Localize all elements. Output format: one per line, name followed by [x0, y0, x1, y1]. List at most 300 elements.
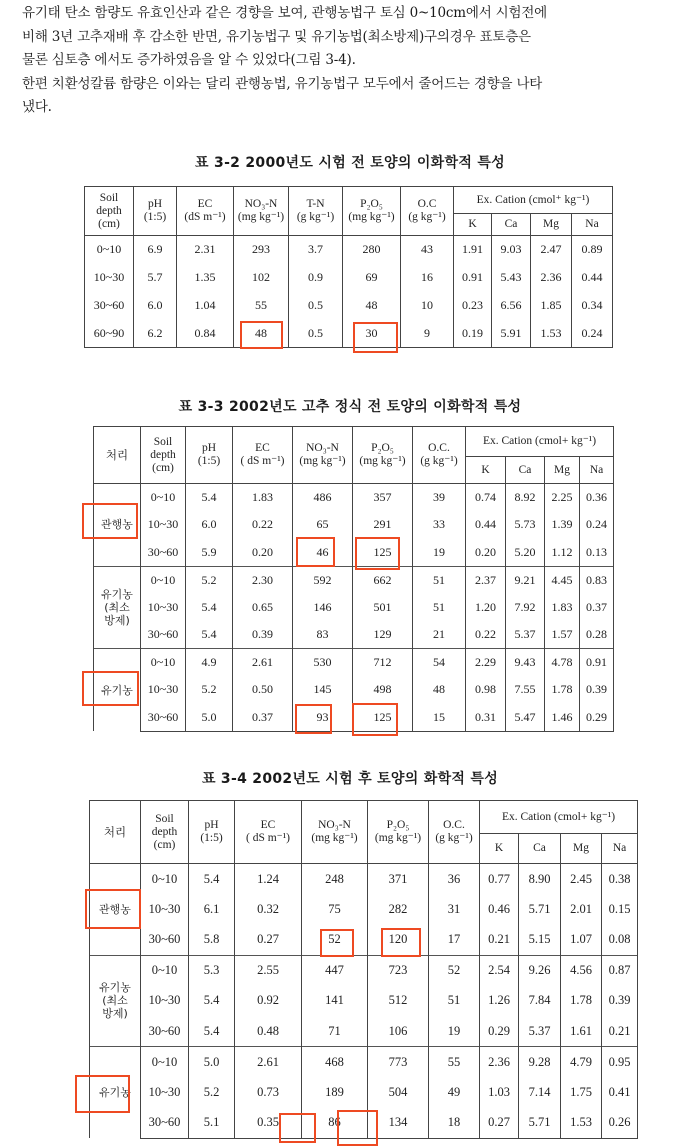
header-line: T-N: [306, 198, 325, 210]
cell-k: 1.91: [454, 236, 492, 264]
cell-ca: 5.43: [492, 264, 531, 292]
cell-oc: 33: [413, 511, 466, 539]
cell-k: 0.98: [466, 676, 506, 704]
table3-body: [90, 864, 638, 1139]
cell-ca: 9.26: [519, 955, 561, 986]
cell-mg: 4.45: [545, 566, 580, 594]
cell-no3n: 71: [302, 1016, 368, 1047]
cell-p2o5: 723: [368, 955, 429, 986]
cell-oc: 9: [401, 320, 454, 348]
cell-no3n: 189: [302, 1077, 368, 1108]
table-row: [90, 986, 638, 1017]
table-row: [94, 676, 614, 704]
table-row: [94, 484, 614, 512]
cell-no3n: 468: [302, 1047, 368, 1078]
cell-k: 0.44: [466, 511, 506, 539]
cell-ph: 5.2: [186, 676, 233, 704]
table1-body: [85, 236, 613, 348]
cell-no3n: 46: [293, 539, 353, 567]
cell-ca: 7.84: [519, 986, 561, 1017]
cell-ph: 5.2: [186, 566, 233, 594]
cell-mg: 1.83: [545, 594, 580, 622]
cell-p2o5: 712: [353, 649, 413, 677]
cell-na: 0.44: [572, 264, 613, 292]
cell-ph: 5.4: [189, 986, 235, 1017]
header-oc: [413, 427, 466, 484]
cell-ec: 0.48: [235, 1016, 302, 1047]
paragraph-line: 물론 심토층 에서도 증가하였음을 알 수 있었다(그림 3-4).: [22, 52, 356, 68]
highlight-box: [337, 1110, 378, 1146]
cell-ca: 5.71: [519, 1108, 561, 1139]
table-row: [94, 594, 614, 622]
cell-depth: 10~30: [141, 894, 189, 925]
header-line: ( dS m⁻¹): [240, 455, 285, 467]
cell-ca: 7.14: [519, 1077, 561, 1108]
cell-k: 0.91: [454, 264, 492, 292]
cell-k: 0.22: [466, 621, 506, 649]
cell-oc: 31: [429, 894, 480, 925]
header-ec: [233, 427, 293, 484]
header-soil-depth: [85, 187, 134, 236]
header-ex-cation: Ex. Cation (cmol+ kg⁻¹): [466, 427, 614, 457]
cell-ph: 4.9: [186, 649, 233, 677]
header-line: (g kg⁻¹): [435, 832, 473, 844]
header-no3n: [293, 427, 353, 484]
cell-ph: 5.3: [189, 955, 235, 986]
header-line: NO₃-N: [244, 198, 278, 210]
cell-k: 2.54: [480, 955, 519, 986]
cell-na: 0.37: [580, 594, 614, 622]
header-ex-cation: Ex. Cation (cmol+ kg⁻¹): [480, 801, 638, 834]
paragraph-line: 냈다.: [22, 99, 52, 115]
cell-ec: 0.20: [233, 539, 293, 567]
cell-ca: 5.37: [519, 1016, 561, 1047]
cell-no3n: 146: [293, 594, 353, 622]
cell-oc: 49: [429, 1077, 480, 1108]
highlight-box: [355, 537, 400, 570]
cell-k: 2.37: [466, 566, 506, 594]
header-line: O.C.: [443, 819, 465, 831]
header-line: NO₃-N: [318, 819, 351, 831]
cell-na: 0.26: [602, 1108, 638, 1139]
cell-k: 0.31: [466, 704, 506, 732]
header-k: K: [480, 834, 519, 864]
header-line: depth: [150, 448, 176, 461]
table-row: [90, 1016, 638, 1047]
cell-ca: 9.28: [519, 1047, 561, 1078]
cell-k: 2.36: [480, 1047, 519, 1078]
cell-k: 0.19: [454, 320, 492, 348]
cell-ec: 0.65: [233, 594, 293, 622]
header-ph: [134, 187, 177, 236]
table-row: [90, 955, 638, 986]
highlight-box: [75, 1075, 130, 1113]
cell-ph: 6.0: [186, 511, 233, 539]
header-p2o5: [353, 427, 413, 484]
cell-depth: 30~60: [141, 1016, 189, 1047]
cell-mg: 2.25: [545, 484, 580, 512]
header-p2o5: [343, 187, 401, 236]
cell-ca: 5.71: [519, 894, 561, 925]
header-treatment: 처리: [90, 801, 141, 864]
cell-ph: 5.0: [186, 704, 233, 732]
cell-mg: 1.39: [545, 511, 580, 539]
cell-na: 0.34: [572, 292, 613, 320]
treatment-line: 관행농: [101, 518, 133, 532]
cell-na: 0.95: [602, 1047, 638, 1078]
cell-oc: 18: [429, 1108, 480, 1139]
cell-depth: 30~60: [141, 704, 186, 732]
cell-ca: 9.03: [492, 236, 531, 264]
cell-k: 0.46: [480, 894, 519, 925]
cell-oc: 51: [413, 594, 466, 622]
cell-depth: 30~60: [85, 292, 134, 320]
cell-ca: 7.55: [506, 676, 545, 704]
highlight-box: [296, 537, 335, 567]
header-line: pH: [147, 198, 163, 210]
header-treatment: 처리: [94, 427, 141, 484]
cell-p2o5: 125: [353, 539, 413, 567]
cell-ph: 5.4: [186, 621, 233, 649]
cell-no3n: 447: [302, 955, 368, 986]
table3: [89, 800, 638, 1139]
table-row: [90, 894, 638, 925]
highlight-box: [295, 704, 332, 734]
cell-tn: 0.9: [289, 264, 343, 292]
header-line: P₂O₅: [386, 819, 410, 831]
cell-na: 0.87: [602, 955, 638, 986]
header-line: (cm): [152, 461, 174, 474]
header-line: EC: [197, 198, 213, 210]
header-line: Soil: [153, 435, 173, 448]
treatment-line: 유기농: [99, 981, 131, 995]
treatment-line: 유기농: [101, 587, 133, 601]
highlight-box: [279, 1113, 316, 1143]
cell-oc: 36: [429, 864, 480, 895]
header-ec: [177, 187, 234, 236]
cell-no3n: 48: [234, 320, 289, 348]
header-line: (mg kg⁻¹): [299, 455, 346, 467]
header-mg: Mg: [545, 457, 580, 484]
highlight-box: [353, 322, 398, 353]
header-line: O.C.: [428, 442, 450, 454]
cell-mg: 4.78: [545, 649, 580, 677]
cell-no3n: 93: [293, 704, 353, 732]
highlight-box: [240, 321, 283, 349]
cell-na: 0.28: [580, 621, 614, 649]
header-line: (mg kg⁻¹): [311, 832, 358, 844]
header-line: P₂O₅: [371, 442, 394, 454]
table-row: [94, 511, 614, 539]
header-na: Na: [572, 214, 613, 236]
cell-depth: 0~10: [141, 955, 189, 986]
cell-p2o5: 512: [368, 986, 429, 1017]
cell-ca: 5.15: [519, 925, 561, 956]
cell-mg: 4.56: [561, 955, 602, 986]
cell-na: 0.38: [602, 864, 638, 895]
cell-k: 1.26: [480, 986, 519, 1017]
cell-ph: 6.1: [189, 894, 235, 925]
header-line: O.C: [417, 198, 437, 210]
cell-no3n: 55: [234, 292, 289, 320]
cell-oc: 16: [401, 264, 454, 292]
treatment-line: 방제): [102, 1007, 128, 1021]
cell-p2o5: 129: [353, 621, 413, 649]
cell-k: 0.77: [480, 864, 519, 895]
cell-na: 0.89: [572, 236, 613, 264]
cell-k: 0.23: [454, 292, 492, 320]
table-row: [90, 1047, 638, 1078]
highlight-box: [82, 671, 139, 706]
cell-oc: 39: [413, 484, 466, 512]
cell-depth: 10~30: [141, 594, 186, 622]
cell-mg: 1.78: [561, 986, 602, 1017]
header-line: (mg kg⁻¹): [374, 832, 422, 844]
cell-ca: 5.37: [506, 621, 545, 649]
cell-oc: 51: [413, 566, 466, 594]
cell-depth: 30~60: [141, 925, 189, 956]
cell-ca: 9.43: [506, 649, 545, 677]
header-soil-depth: [141, 801, 189, 864]
cell-depth: 0~10: [141, 484, 186, 512]
cell-ca: 8.92: [506, 484, 545, 512]
cell-tn: 0.5: [289, 292, 343, 320]
cell-na: 0.24: [580, 511, 614, 539]
cell-no3n: 75: [302, 894, 368, 925]
cell-na: 0.15: [602, 894, 638, 925]
table-row: [85, 236, 613, 264]
cell-mg: 2.01: [561, 894, 602, 925]
table1: [84, 186, 613, 348]
table-row: [94, 539, 614, 567]
cell-k: 0.21: [480, 925, 519, 956]
header-p2o5: [368, 801, 429, 864]
cell-ec: 1.24: [235, 864, 302, 895]
cell-mg: 1.53: [531, 320, 572, 348]
cell-na: 0.36: [580, 484, 614, 512]
cell-p2o5: 773: [368, 1047, 429, 1078]
header-ec: [235, 801, 302, 864]
cell-ec: 0.35: [235, 1108, 302, 1139]
cell-no3n: 145: [293, 676, 353, 704]
cell-ec: 1.83: [233, 484, 293, 512]
cell-no3n: 141: [302, 986, 368, 1017]
cell-ec: 0.73: [235, 1077, 302, 1108]
cell-p2o5: 30: [343, 320, 401, 348]
cell-k: 0.29: [480, 1016, 519, 1047]
cell-na: 0.29: [580, 704, 614, 732]
cell-mg: 1.53: [561, 1108, 602, 1139]
cell-oc: 19: [429, 1016, 480, 1047]
cell-no3n: 65: [293, 511, 353, 539]
cell-ph: 5.4: [189, 864, 235, 895]
cell-oc: 43: [401, 236, 454, 264]
paragraph-line: 한편 치환성칼륨 함량은 이와는 달리 관행농법, 유기농법구 모두에서 줄어드는 경향을 나타: [22, 75, 543, 92]
header-ex-cation: Ex. Cation (cmol⁺ kg⁻¹): [454, 187, 613, 214]
cell-ph: 5.2: [189, 1077, 235, 1108]
cell-mg: 1.07: [561, 925, 602, 956]
cell-depth: 0~10: [141, 864, 189, 895]
cell-depth: 10~30: [141, 511, 186, 539]
cell-p2o5: 282: [368, 894, 429, 925]
cell-mg: 1.57: [545, 621, 580, 649]
cell-ca: 5.20: [506, 539, 545, 567]
cell-ec: 0.32: [235, 894, 302, 925]
cell-p2o5: 120: [368, 925, 429, 956]
cell-oc: 19: [413, 539, 466, 567]
cell-ec: 2.30: [233, 566, 293, 594]
header-line: Soil: [99, 191, 119, 204]
cell-ec: 2.61: [235, 1047, 302, 1078]
cell-mg: 2.36: [531, 264, 572, 292]
cell-ec: 0.37: [233, 704, 293, 732]
header-line: (g kg⁻¹): [408, 211, 446, 223]
header-line: ( dS m⁻¹): [245, 832, 291, 844]
header-ca: Ca: [506, 457, 545, 484]
cell-ph: 5.1: [189, 1108, 235, 1139]
cell-ph: 5.4: [186, 484, 233, 512]
header-no3n: [234, 187, 289, 236]
treatment-line: (최소: [102, 994, 128, 1008]
cell-no3n: 52: [302, 925, 368, 956]
cell-ph: 5.7: [134, 264, 177, 292]
treatment-line: (최소: [104, 600, 130, 614]
cell-p2o5: 291: [353, 511, 413, 539]
header-mg: Mg: [561, 834, 602, 864]
cell-mg: 2.45: [561, 864, 602, 895]
cell-na: 0.39: [580, 676, 614, 704]
highlight-box: [352, 703, 398, 736]
cell-p2o5: 371: [368, 864, 429, 895]
cell-oc: 17: [429, 925, 480, 956]
cell-depth: 30~60: [141, 1108, 189, 1139]
header-mg: Mg: [531, 214, 572, 236]
cell-oc: 21: [413, 621, 466, 649]
cell-ca: 6.56: [492, 292, 531, 320]
header-na: Na: [580, 457, 614, 484]
cell-ec: 2.31: [177, 236, 234, 264]
cell-p2o5: 69: [343, 264, 401, 292]
header-line: P₂O₅: [360, 198, 383, 210]
cell-mg: 1.12: [545, 539, 580, 567]
header-ca: Ca: [519, 834, 561, 864]
cell-mg: 1.78: [545, 676, 580, 704]
cell-p2o5: 357: [353, 484, 413, 512]
treatment-line: 관행농: [99, 902, 131, 916]
cell-ph: 5.9: [186, 539, 233, 567]
cell-depth: 0~10: [141, 649, 186, 677]
cell-ph: 5.4: [186, 594, 233, 622]
cell-mg: 1.75: [561, 1077, 602, 1108]
cell-depth: 10~30: [85, 264, 134, 292]
cell-k: 0.20: [466, 539, 506, 567]
cell-p2o5: 662: [353, 566, 413, 594]
cell-mg: 1.85: [531, 292, 572, 320]
cell-ec: 2.55: [235, 955, 302, 986]
cell-na: 0.91: [580, 649, 614, 677]
table3-caption: 표 3-4 2002년도 시험 후 토양의 화학적 특성: [201, 771, 499, 787]
cell-p2o5: 134: [368, 1108, 429, 1139]
cell-ph: 6.9: [134, 236, 177, 264]
table-row: [94, 621, 614, 649]
cell-k: 1.03: [480, 1077, 519, 1108]
cell-p2o5: 504: [368, 1077, 429, 1108]
cell-no3n: 86: [302, 1108, 368, 1139]
cell-na: 0.24: [572, 320, 613, 348]
cell-oc: 10: [401, 292, 454, 320]
header-line: (dS m⁻¹): [184, 211, 226, 223]
cell-no3n: 102: [234, 264, 289, 292]
cell-k: 0.27: [480, 1108, 519, 1139]
cell-ca: 5.47: [506, 704, 545, 732]
cell-ph: 5.0: [189, 1047, 235, 1078]
cell-mg: 4.79: [561, 1047, 602, 1078]
header-no3n: [302, 801, 368, 864]
header-oc: [429, 801, 480, 864]
cell-depth: 60~90: [85, 320, 134, 348]
cell-oc: 15: [413, 704, 466, 732]
header-line: (1:5): [197, 455, 221, 467]
cell-tn: 0.5: [289, 320, 343, 348]
header-line: (mg kg⁻¹): [237, 211, 285, 223]
cell-ca: 8.90: [519, 864, 561, 895]
cell-ec: 0.22: [233, 511, 293, 539]
cell-oc: 52: [429, 955, 480, 986]
table-row: [90, 925, 638, 956]
highlight-box: [381, 928, 421, 957]
header-line: pH: [201, 442, 217, 454]
cell-p2o5: 125: [353, 704, 413, 732]
header-line: NO₃-N: [306, 442, 339, 454]
cell-k: 2.29: [466, 649, 506, 677]
treatment-label: [90, 955, 141, 1047]
header-line: (mg kg⁻¹): [348, 211, 395, 223]
cell-mg: 1.46: [545, 704, 580, 732]
header-line: depth: [96, 204, 122, 217]
cell-p2o5: 501: [353, 594, 413, 622]
treatment-line: 유기농: [99, 1086, 131, 1099]
cell-tn: 3.7: [289, 236, 343, 264]
cell-ec: 2.61: [233, 649, 293, 677]
cell-ca: 5.91: [492, 320, 531, 348]
cell-ec: 0.84: [177, 320, 234, 348]
cell-no3n: 248: [302, 864, 368, 895]
cell-ca: 9.21: [506, 566, 545, 594]
cell-na: 0.21: [602, 1016, 638, 1047]
table-row: [90, 1077, 638, 1108]
table-row: [94, 566, 614, 594]
table2-body: [94, 484, 614, 732]
header-soil-depth: [141, 427, 186, 484]
header-tn: [289, 187, 343, 236]
cell-ca: 5.73: [506, 511, 545, 539]
header-ca: Ca: [492, 214, 531, 236]
header-line: EC: [255, 442, 270, 454]
header-line: EC: [260, 819, 276, 831]
header-line: depth: [151, 825, 178, 838]
header-line: (1:5): [200, 832, 223, 844]
table-row: [85, 292, 613, 320]
highlight-box: [85, 889, 141, 929]
header-line: (1:5): [143, 211, 167, 223]
cell-no3n: 592: [293, 566, 353, 594]
cell-depth: 0~10: [141, 1047, 189, 1078]
cell-no3n: 293: [234, 236, 289, 264]
cell-k: 1.20: [466, 594, 506, 622]
table-row: [85, 320, 613, 348]
header-ph: [189, 801, 235, 864]
cell-no3n: 83: [293, 621, 353, 649]
